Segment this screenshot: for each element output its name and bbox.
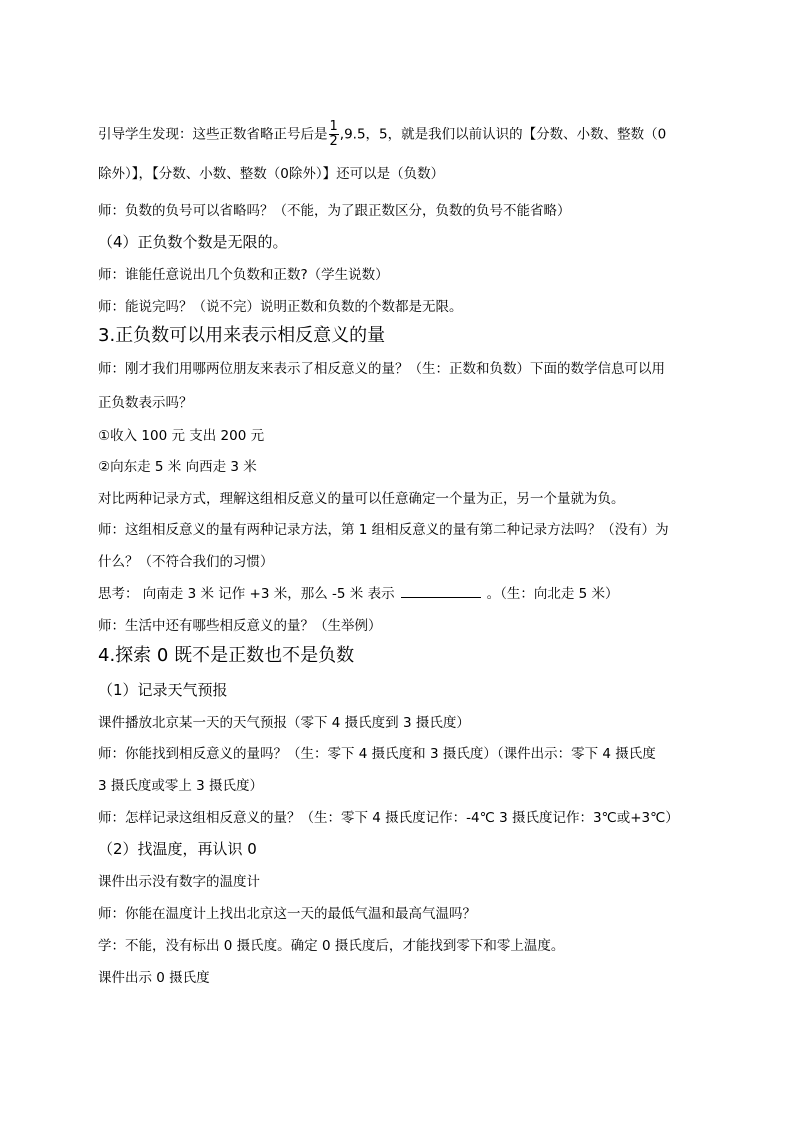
paragraph-line-10: ②向东走 5 米 向西走 3 米	[98, 459, 257, 475]
text-segment: 引导学生发现：这些正数省略正号后是	[98, 126, 328, 143]
subheading-4: （4）正负数个数是无限的。	[98, 233, 288, 251]
paragraph-line-7: 师：刚才我们用哪两位朋友来表示了相反意义的量？（生：正数和负数）下面的数学信息可以用	[98, 361, 665, 377]
subheading-2: （2）找温度，再认识 0	[98, 840, 257, 858]
section-heading-3: 3.正负数可以用来表示相反意义的量	[98, 325, 386, 346]
paragraph-line-25: 课件出示 0 摄氏度	[98, 970, 210, 986]
fraction-denominator: 2	[329, 134, 338, 149]
section-heading-4: 4.探索 0 既不是正数也不是负数	[98, 645, 355, 666]
paragraph-line-13: 什么？（不符合我们的习惯）	[98, 554, 274, 570]
paragraph-line-9: ①收入 100 元 支出 200 元	[98, 428, 265, 444]
paragraph-line-5: 师：谁能任意说出几个负数和正数?（学生说数）	[98, 267, 389, 283]
text-segment: 。（生：向北走 5 米）	[486, 586, 619, 602]
text-segment: ,9.5，5，就是我们以前认识的【分数、小数、整数（0	[339, 126, 667, 143]
fraction-numerator: 1	[329, 119, 338, 134]
fill-in-blank	[401, 585, 481, 598]
text-segment: 思考： 向南走 3 米 记作 +3 米，那么 -5 米 表示	[98, 586, 395, 602]
paragraph-line-8: 正负数表示吗？	[98, 395, 193, 411]
paragraph-line-15: 师：生活中还有哪些相反意义的量？（生举例）	[98, 618, 382, 634]
fraction-one-half	[329, 120, 339, 149]
paragraph-line-2: 除外）】，【分数、小数、整数（0除外）】还可以是（负数）	[98, 166, 445, 182]
paragraph-line-6: 师：能说完吗？（说不完）说明正数和负数的个数都是无限。	[98, 299, 463, 315]
paragraph-line-23: 师：你能在温度计上找出北京这一天的最低气温和最高气温吗？	[98, 906, 476, 922]
paragraph-line-19: 3 摄氏度或零上 3 摄氏度）	[98, 778, 264, 794]
subheading-1: （1）记录天气预报	[98, 681, 228, 699]
paragraph-line-12: 师：这组相反意义的量有两种记录方法，第 1 组相反意义的量有第二种记录方法吗？（没有）为	[98, 522, 669, 538]
paragraph-line-3: 师：负数的负号可以省略吗？（不能，为了跟正数区分，负数的负号不能省略）	[98, 203, 571, 219]
paragraph-line-1	[98, 120, 666, 149]
paragraph-line-11: 对比两种记录方式，理解这组相反意义的量可以任意确定一个量为正，另一个量就为负。	[98, 491, 625, 507]
paragraph-line-20: 师：怎样记录这组相反意义的量？（生：零下 4 摄氏度记作：-4℃ 3 摄氏度记作：3℃或+3℃）	[98, 810, 679, 826]
paragraph-line-22: 课件出示没有数字的温度计	[98, 874, 260, 890]
paragraph-line-24: 学：不能，没有标出 0 摄氏度。确定 0 摄氏度后，才能找到零下和零上温度。	[98, 938, 565, 954]
paragraph-line-18: 师：你能找到相反意义的量吗？（生：零下 4 摄氏度和 3 摄氏度）（课件出示：零下 4 摄氏度	[98, 746, 656, 762]
paragraph-line-14	[98, 585, 619, 603]
paragraph-line-17: 课件播放北京某一天的天气预报（零下 4 摄氏度到 3 摄氏度）	[98, 715, 470, 731]
